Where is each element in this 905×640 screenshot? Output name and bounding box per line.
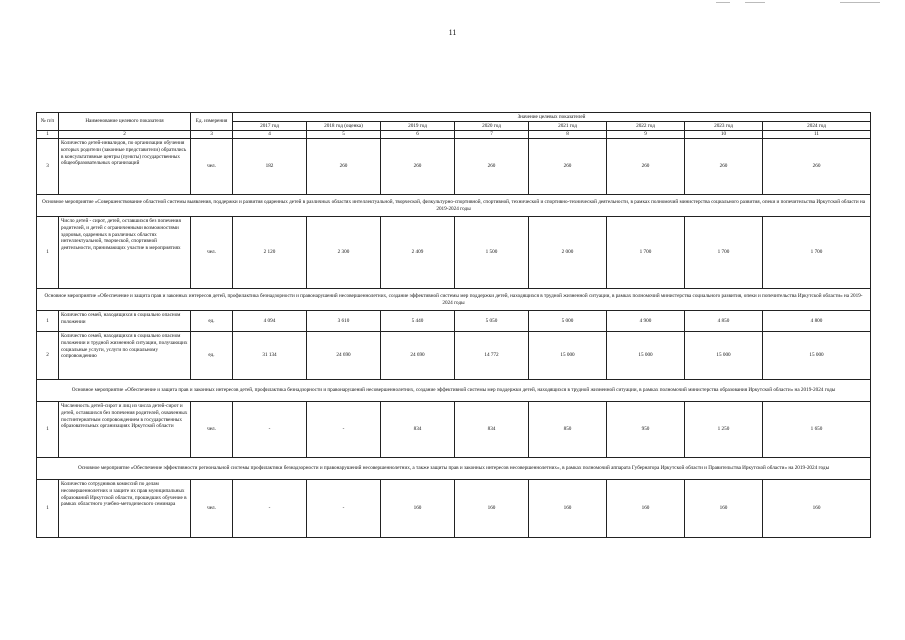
row-number: 2 bbox=[37, 332, 59, 380]
column-number: 9 bbox=[607, 131, 685, 139]
value-cell: - bbox=[233, 480, 307, 538]
header-year: 2023 год bbox=[685, 122, 763, 131]
value-cell: 950 bbox=[607, 402, 685, 458]
value-cell: 15 000 bbox=[685, 332, 763, 380]
column-number: 8 bbox=[529, 131, 607, 139]
value-cell: 3 610 bbox=[307, 311, 381, 332]
unit-cell: ед. bbox=[191, 332, 233, 380]
row-number: 1 bbox=[37, 217, 59, 289]
section-row bbox=[37, 380, 871, 402]
value-cell: 260 bbox=[529, 139, 607, 195]
indicator-name: Количество сотрудников комиссий по делам несовершеннолетних и защите их прав муниципальных образований Иркутской области, прошедших обучение в рамках областного учебно-методического семинара bbox=[59, 480, 191, 538]
table-row bbox=[37, 217, 871, 289]
value-cell: - bbox=[307, 480, 381, 538]
column-number: 3 bbox=[191, 131, 233, 139]
indicators-table bbox=[36, 112, 871, 538]
indicator-name: Количество семей, находящихся в социально опасном положении и трудной жизненной ситуации, получающих социальные услуги, услуги по социальному сопровождению bbox=[59, 332, 191, 380]
header-year: 2019 год bbox=[381, 122, 455, 131]
value-cell: 160 bbox=[455, 480, 529, 538]
column-number: 4 bbox=[233, 131, 307, 139]
indicator-name: Численность детей-сирот и лиц из числа детей-сирот и детей, оставшихся без попечения родителей, охваченных постинтернатным сопровождением в государственных образовательных организациях Иркутской области bbox=[59, 402, 191, 458]
header-num: № п/п bbox=[37, 113, 59, 131]
row-number: 1 bbox=[37, 480, 59, 538]
scan-mark bbox=[716, 2, 730, 3]
value-cell: 260 bbox=[763, 139, 871, 195]
value-cell: 1 700 bbox=[607, 217, 685, 289]
header-year: 2022 год bbox=[607, 122, 685, 131]
column-number: 1 bbox=[37, 131, 59, 139]
value-cell: 24 690 bbox=[307, 332, 381, 380]
table-row bbox=[37, 402, 871, 458]
unit-cell: чел. bbox=[191, 480, 233, 538]
column-number: 11 bbox=[763, 131, 871, 139]
unit-cell: чел. bbox=[191, 217, 233, 289]
value-cell: 1 700 bbox=[685, 217, 763, 289]
value-cell: 1 700 bbox=[763, 217, 871, 289]
value-cell: 260 bbox=[381, 139, 455, 195]
value-cell: 1 500 bbox=[455, 217, 529, 289]
value-cell: 4 800 bbox=[763, 311, 871, 332]
section-row bbox=[37, 458, 871, 480]
value-cell: - bbox=[233, 402, 307, 458]
table-body bbox=[37, 131, 871, 538]
value-cell: 160 bbox=[763, 480, 871, 538]
value-cell: 160 bbox=[607, 480, 685, 538]
value-cell: 4 094 bbox=[233, 311, 307, 332]
value-cell: 850 bbox=[529, 402, 607, 458]
value-cell: 31 134 bbox=[233, 332, 307, 380]
value-cell: 15 000 bbox=[529, 332, 607, 380]
section-row bbox=[37, 289, 871, 311]
section-title: Основное мероприятие «Обеспечение и защита прав и законных интересов детей, профилактика безнадзорности и правонарушений несовершеннолетних, создание эффективной системы мер поддержки детей, находящихся в трудной жизненной ситуации, в рамках полномочий министерства социального развития, опеки и попечительства Иркутской области» на 2019-2024 годы bbox=[37, 289, 871, 311]
value-cell: 160 bbox=[381, 480, 455, 538]
value-cell: 260 bbox=[607, 139, 685, 195]
value-cell: 5 000 bbox=[529, 311, 607, 332]
value-cell: 15 000 bbox=[763, 332, 871, 380]
value-cell: 2 120 bbox=[233, 217, 307, 289]
header-name: Наименование целевого показателя bbox=[59, 113, 191, 131]
column-number: 2 bbox=[59, 131, 191, 139]
value-cell: 2 409 bbox=[381, 217, 455, 289]
value-cell: 160 bbox=[529, 480, 607, 538]
header-year: 2018 год (оценка) bbox=[307, 122, 381, 131]
value-cell: 160 bbox=[685, 480, 763, 538]
value-cell: 5 440 bbox=[381, 311, 455, 332]
header-year: 2020 год bbox=[455, 122, 529, 131]
value-cell: - bbox=[307, 402, 381, 458]
value-cell: 1 650 bbox=[763, 402, 871, 458]
row-number: 1 bbox=[37, 402, 59, 458]
table-row bbox=[37, 311, 871, 332]
value-cell: 4 850 bbox=[685, 311, 763, 332]
value-cell: 260 bbox=[455, 139, 529, 195]
value-cell: 24 690 bbox=[381, 332, 455, 380]
header-values-group: Значение целевых показателей bbox=[233, 113, 871, 122]
table-row bbox=[37, 480, 871, 538]
value-cell: 1 250 bbox=[685, 402, 763, 458]
indicator-name: Количество семей, находящихся в социально опасном положении bbox=[59, 311, 191, 332]
column-number: 10 bbox=[685, 131, 763, 139]
section-row bbox=[37, 195, 871, 217]
header-year: 2021 год bbox=[529, 122, 607, 131]
indicators-table-container bbox=[36, 112, 870, 538]
section-title: Основное мероприятие «Совершенствование областной системы выявления, поддержки и развития одаренных детей в различных областях интеллектуальной, творческой, физкультурно-спортивной, спортивной, технической и спортивно-технической деятельности, в рамках полномочий министерства социального развития, опеки и попечительства Иркутской области на 2019-2024 годы bbox=[37, 195, 871, 217]
section-title: Основное мероприятие «Обеспечение и защита прав и законных интересов детей, профилактика безнадзорности и правонарушений несовершеннолетних, создание эффективной системы мер поддержки детей, находящихся в трудной жизненной ситуации, в рамках полномочий министерства образования Иркутской области» на 2019-2024 годы bbox=[37, 380, 871, 402]
table-row bbox=[37, 332, 871, 380]
indicator-name: Количество детей-инвалидов, по организации обучения которых родители (законные представители) обратились в консультативные центры (пункты) государственных общеобразовательных организаций bbox=[59, 139, 191, 195]
value-cell: 4 900 bbox=[607, 311, 685, 332]
row-number: 1 bbox=[37, 311, 59, 332]
header-year: 2017 год bbox=[233, 122, 307, 131]
row-number: 3 bbox=[37, 139, 59, 195]
section-title: Основное мероприятие «Обеспечение эффективности региональной системы профилактики безнадзорности и правонарушений несовершеннолетних, а также защиты прав и законных интересов несовершеннолетних», в рамках полномочий аппарата Губернатора Иркутской области и Правительства Иркутской области» на 2019-2024 годы bbox=[37, 458, 871, 480]
page-number: 11 bbox=[448, 28, 457, 37]
value-cell: 15 000 bbox=[607, 332, 685, 380]
scan-mark bbox=[840, 2, 880, 3]
value-cell: 834 bbox=[455, 402, 529, 458]
value-cell: 260 bbox=[685, 139, 763, 195]
column-number: 7 bbox=[455, 131, 529, 139]
column-numbers-row bbox=[37, 131, 871, 139]
table-row bbox=[37, 139, 871, 195]
scan-mark bbox=[745, 2, 765, 3]
unit-cell: чел. bbox=[191, 139, 233, 195]
unit-cell: чел. bbox=[191, 402, 233, 458]
value-cell: 182 bbox=[233, 139, 307, 195]
value-cell: 260 bbox=[307, 139, 381, 195]
indicator-name: Число детей - сирот, детей, оставшихся без попечения родителей, и детей с ограниченными возможностями здоровья, одаренных в различных областях интеллектуальной, творческой, спортивной деятельности, принимающих участие в мероприятиях bbox=[59, 217, 191, 289]
column-number: 5 bbox=[307, 131, 381, 139]
value-cell: 834 bbox=[381, 402, 455, 458]
value-cell: 2 000 bbox=[529, 217, 607, 289]
column-number: 6 bbox=[381, 131, 455, 139]
value-cell: 5 050 bbox=[455, 311, 529, 332]
header-unit: Ед. измерения bbox=[191, 113, 233, 131]
header-year: 2024 год bbox=[763, 122, 871, 131]
value-cell: 14 772 bbox=[455, 332, 529, 380]
value-cell: 2 300 bbox=[307, 217, 381, 289]
unit-cell: ед. bbox=[191, 311, 233, 332]
